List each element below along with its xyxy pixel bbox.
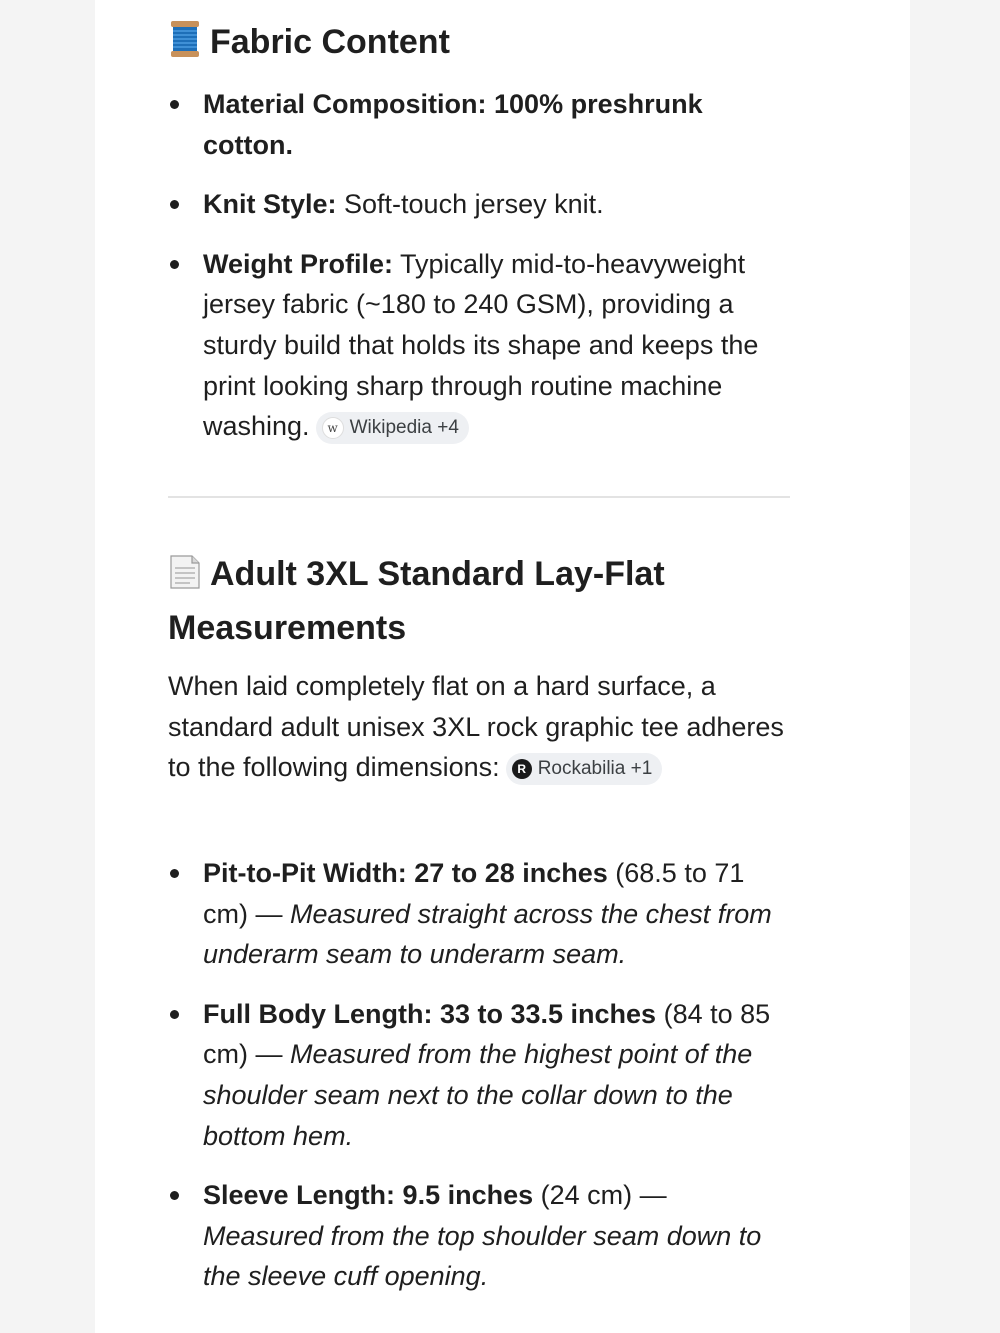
bullet [170, 200, 179, 209]
source-chip-rockabilia[interactable] [506, 753, 663, 785]
chip-label: Rockabilia +1 [537, 758, 653, 780]
measurements-intro [168, 666, 793, 788]
spool-of-thread-icon [168, 20, 202, 72]
chip-label: Wikipedia +4 [349, 417, 459, 439]
fabric-heading [168, 18, 793, 72]
item-note: Measured straight across the chest from underarm seam to underarm seam. [203, 898, 772, 970]
bullet [170, 1010, 179, 1019]
bullet [170, 869, 179, 878]
measurements-list [168, 853, 793, 1316]
source-chip-wikipedia[interactable] [316, 412, 469, 444]
list-item [168, 244, 793, 447]
intro-text: When laid completely flat on a hard surface, a standard adult unisex 3XL rock graphic tee adheres to the following dimensions: [168, 671, 784, 783]
item-label: Full Body Length: 33 to 33.5 inches [203, 998, 657, 1029]
wikipedia-icon: w [322, 417, 344, 439]
measurements-title: Adult 3XL Standard Lay-Flat Measurements [168, 555, 665, 647]
page-curl-icon [168, 554, 202, 604]
item-text: (24 cm) — [533, 1180, 667, 1211]
list-item [168, 853, 793, 975]
item-text: (84 to 85 cm) — [203, 998, 771, 1070]
page [95, 0, 910, 1333]
item-label: Knit Style: [203, 189, 337, 220]
measurements-heading [168, 550, 793, 653]
item-text: (68.5 to 71 cm) — [203, 858, 745, 929]
list-item [168, 994, 793, 1156]
bullet [170, 260, 179, 269]
item-label: Material Composition: 100% preshrunk cotton. [203, 89, 703, 160]
item-text: Soft-touch jersey knit. [336, 189, 604, 220]
fabric-title: Fabric Content [210, 23, 450, 61]
item-note: Measured from the top shoulder seam down to the sleeve cuff opening. [203, 1220, 762, 1292]
item-label: Weight Profile: [203, 248, 394, 279]
fabric-list [168, 84, 793, 466]
list-item [168, 84, 793, 165]
bullet [170, 100, 179, 109]
bullet [170, 1191, 179, 1200]
section-divider [168, 496, 790, 498]
item-label: Sleeve Length: 9.5 inches [203, 1180, 534, 1211]
item-text: Typically mid-to-heavyweight jersey fabric (~180 to 240 GSM), providing a sturdy build that holds its shape and keeps the print looking sharp through routine machine washing. [203, 248, 759, 442]
rockabilia-icon: R [512, 759, 532, 779]
list-item [168, 184, 793, 225]
item-label: Pit-to-Pit Width: 27 to 28 inches [203, 858, 608, 888]
item-note: Measured from the highest point of the shoulder seam next to the collar down to the bottom hem. [203, 1039, 753, 1151]
list-item [168, 1175, 793, 1297]
